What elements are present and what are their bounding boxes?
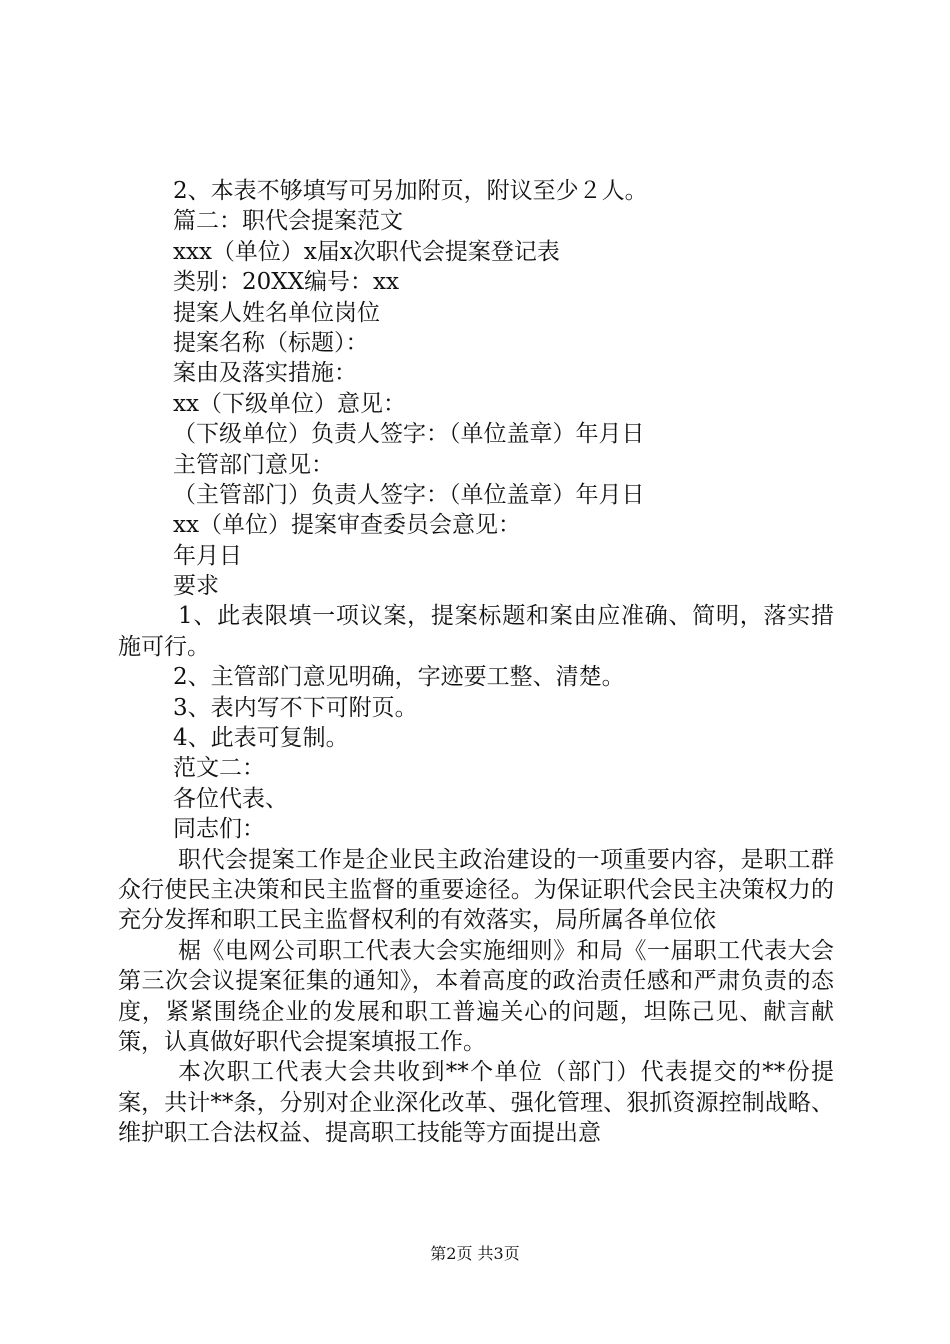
form-title: xxx（单位）x届x次职代会提案登记表 [173, 238, 560, 265]
requirement-item: 1、此表限填一项议案，提案标题和案由应准确、简明，落实措施可行。 [118, 603, 834, 660]
form-field-sub-unit-opinion: xx（下级单位）意见： [173, 390, 406, 417]
form-field-reason: 案由及落实措施： [173, 360, 357, 387]
body-paragraph: 职代会提案工作是企业民主政治建设的一项重要内容，是职工群众行使民主决策和民主监督的重要途径。为保证职代会民主决策权力的充分发挥和职工民主监督权利的有效落实，局所属各单位依 [118, 846, 834, 934]
form-field-category: 类别：20XX编号：xx [173, 269, 399, 296]
form-field-date: 年月日 [173, 542, 242, 569]
form-field-dept-sign: （主管部门）负责人签字：（单位盖章）年月日 [173, 481, 645, 508]
requirement-item: 2、主管部门意见明确，字迹要工整、清楚。 [173, 664, 625, 691]
requirements-heading: 要求 [173, 573, 219, 600]
page-number: 第2页 共3页 [430, 1244, 520, 1263]
salutation: 同志们： [173, 816, 265, 843]
requirement-item: 4、此表可复制。 [173, 725, 349, 752]
form-field-proposal-name: 提案名称（标题）： [173, 329, 369, 356]
salutation: 各位代表、 [173, 785, 288, 812]
form-field-dept-opinion: 主管部门意见： [173, 451, 334, 478]
form-field-proposer: 提案人姓名单位岗位 [173, 299, 380, 326]
form-field-sub-unit-sign: （下级单位）负责人签字：（单位盖章）年月日 [173, 421, 645, 448]
form-field-committee-opinion: xx（单位）提案审查委员会意见： [173, 512, 521, 539]
requirement-item: 3、表内写不下可附页。 [173, 694, 418, 721]
text-line: 2、本表不够填写可另加附页，附议至少２人。 [173, 178, 648, 204]
body-paragraph: 椐《电网公司职工代表大会实施细则》和局《一届职工代表大会第三次会议提案征集的通知》，本着高度的政治责任感和严肃负责的态度，紧紧围绕企业的发展和职工普遍关心的问题，坦陈己见、献言献策，认真做好职代会提案填报工作。 [118, 937, 834, 1056]
section-heading: 篇二：职代会提案范文 [173, 208, 403, 235]
document-body [118, 176, 834, 1149]
body-paragraph: 本次职工代表大会共收到**个单位（部门）代表提交的**份提案，共计**条，分别对企业深化改革、强化管理、狠抓资源控制战略、维护职工合法权益、提高职工技能等方面提出意 [118, 1059, 834, 1147]
section-heading: 范文二： [173, 755, 265, 782]
